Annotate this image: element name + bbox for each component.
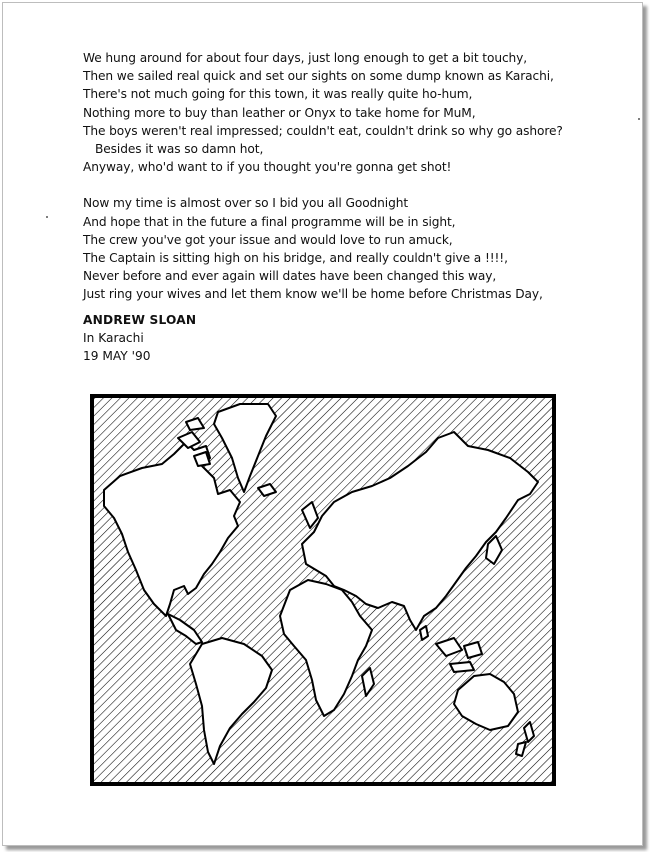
world-map-illustration	[90, 394, 556, 786]
poem-line: The boys weren't real impressed; couldn't eat, couldn't drink so why go ashore?	[83, 123, 563, 138]
stanza-2	[83, 194, 563, 303]
speck	[46, 216, 48, 218]
indonesia-island-shape	[450, 662, 474, 672]
indonesia-island-shape	[464, 642, 482, 658]
poem-line: Now my time is almost over so I bid you all Goodnight	[83, 196, 409, 211]
signature-block	[83, 311, 196, 366]
poem-line: There's not much going for this town, it was really quite ho-hum,	[83, 87, 473, 102]
author-date: 19 MAY '90	[83, 349, 151, 364]
poem-line: Anyway, who'd want to if you thought you're gonna get shot!	[83, 160, 452, 175]
poem-line: The crew you've got your issue and would love to run amuck,	[83, 232, 453, 247]
poem-line: Besides it was so damn hot,	[95, 142, 264, 157]
author-name: ANDREW SLOAN	[83, 313, 197, 327]
poem-line: The Captain is sitting high on his bridge, and really couldn't give a !!!!,	[83, 251, 508, 266]
sri-lanka-shape	[420, 626, 428, 640]
poem-line: And hope that in the future a final programme will be in sight,	[83, 214, 456, 229]
stanza-1	[83, 49, 563, 176]
poem-line: Nothing more to buy than leather or Onyx to take home for MuM,	[83, 105, 476, 120]
poem-line: Never before and ever again will dates have been changed this way,	[83, 269, 497, 284]
author-location: In Karachi	[83, 331, 144, 346]
poem-line: Then we sailed real quick and set our sights on some dump known as Karachi,	[83, 69, 554, 84]
world-map-icon	[90, 394, 556, 786]
speck	[638, 118, 640, 120]
poem-line: Just ring your wives and let them know we'll be home before Christmas Day,	[83, 287, 543, 302]
poem	[83, 49, 563, 304]
poem-line: We hung around for about four days, just long enough to get a bit touchy,	[83, 51, 528, 65]
